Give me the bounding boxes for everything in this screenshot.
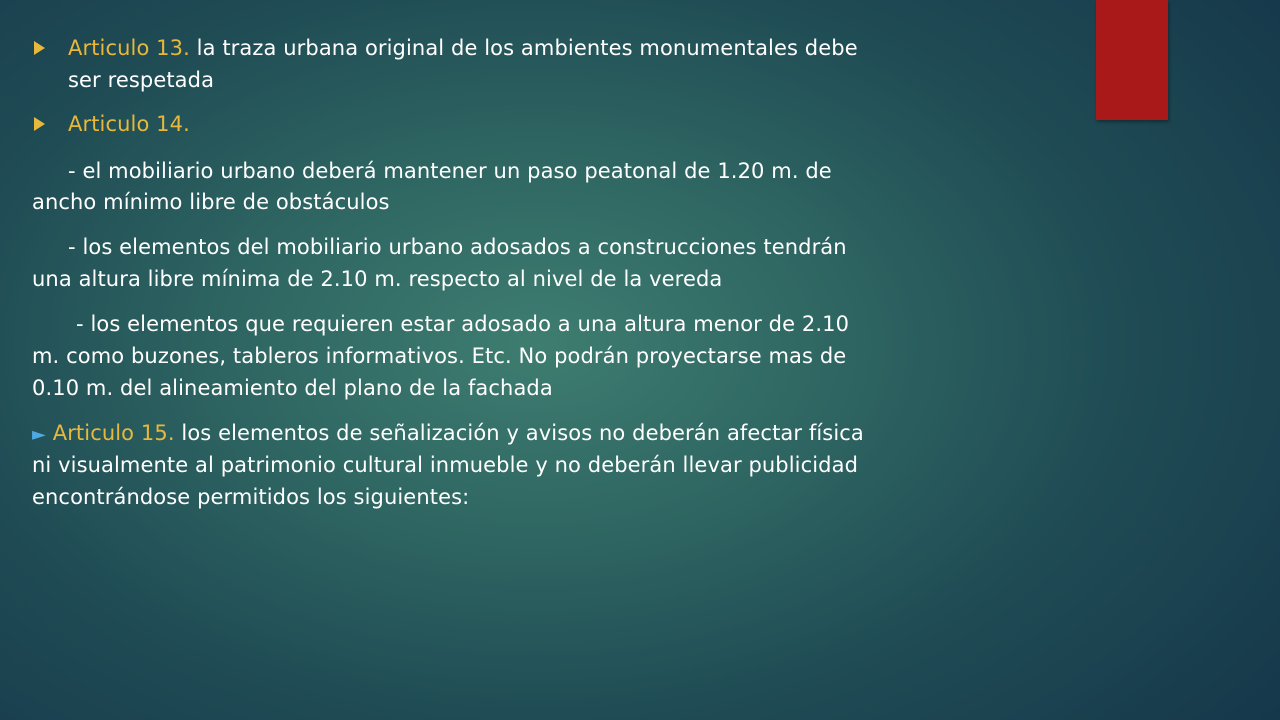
art15-line-3: encontrándose permitidos los siguientes: [32,485,470,509]
triangle-bullet-icon [34,41,45,55]
art14-item2-line-1: - los elementos del mobiliario urbano adosados a construcciones tendrán [68,235,847,259]
triangle-bullet-icon [34,117,45,131]
art13-label: Articulo 13. [68,36,190,60]
art13-line-1 [68,32,858,64]
art13-line-2: ser respetada [68,68,215,92]
art14-item2-line-2: una altura libre mínima de 2.10 m. respecto al nivel de la vereda [32,267,723,291]
art13-text: la traza urbana original de los ambientes monumentales debe [189,36,858,60]
art14-label: Articulo 14. [68,112,190,136]
art14-item1-line-1: - el mobiliario urbano deberá mantener un paso peatonal de 1.20 m. de [68,159,832,183]
art15-label: Articulo 15. [45,421,175,445]
art14-item1-line-2: ancho mínimo libre de obstáculos [32,190,390,214]
art14-item3-line-3: 0.10 m. del alineamiento del plano de la fachada [32,376,553,400]
art15-text: los elementos de señalización y avisos no deberán afectar física [174,421,864,445]
art14-item3-line-2: m. como buzones, tableros informativos. Etc. No podrán proyectarse mas de [32,344,847,368]
art15-line-2: ni visualmente al patrimonio cultural inmueble y no deberán llevar publicidad [32,453,859,477]
art15-line-1 [32,417,864,451]
art14-item3-line-1: - los elementos que requieren estar adosado a una altura menor de 2.10 [76,312,850,336]
red-accent-bar [1096,0,1168,120]
arrow-right-icon: ► [32,424,46,445]
